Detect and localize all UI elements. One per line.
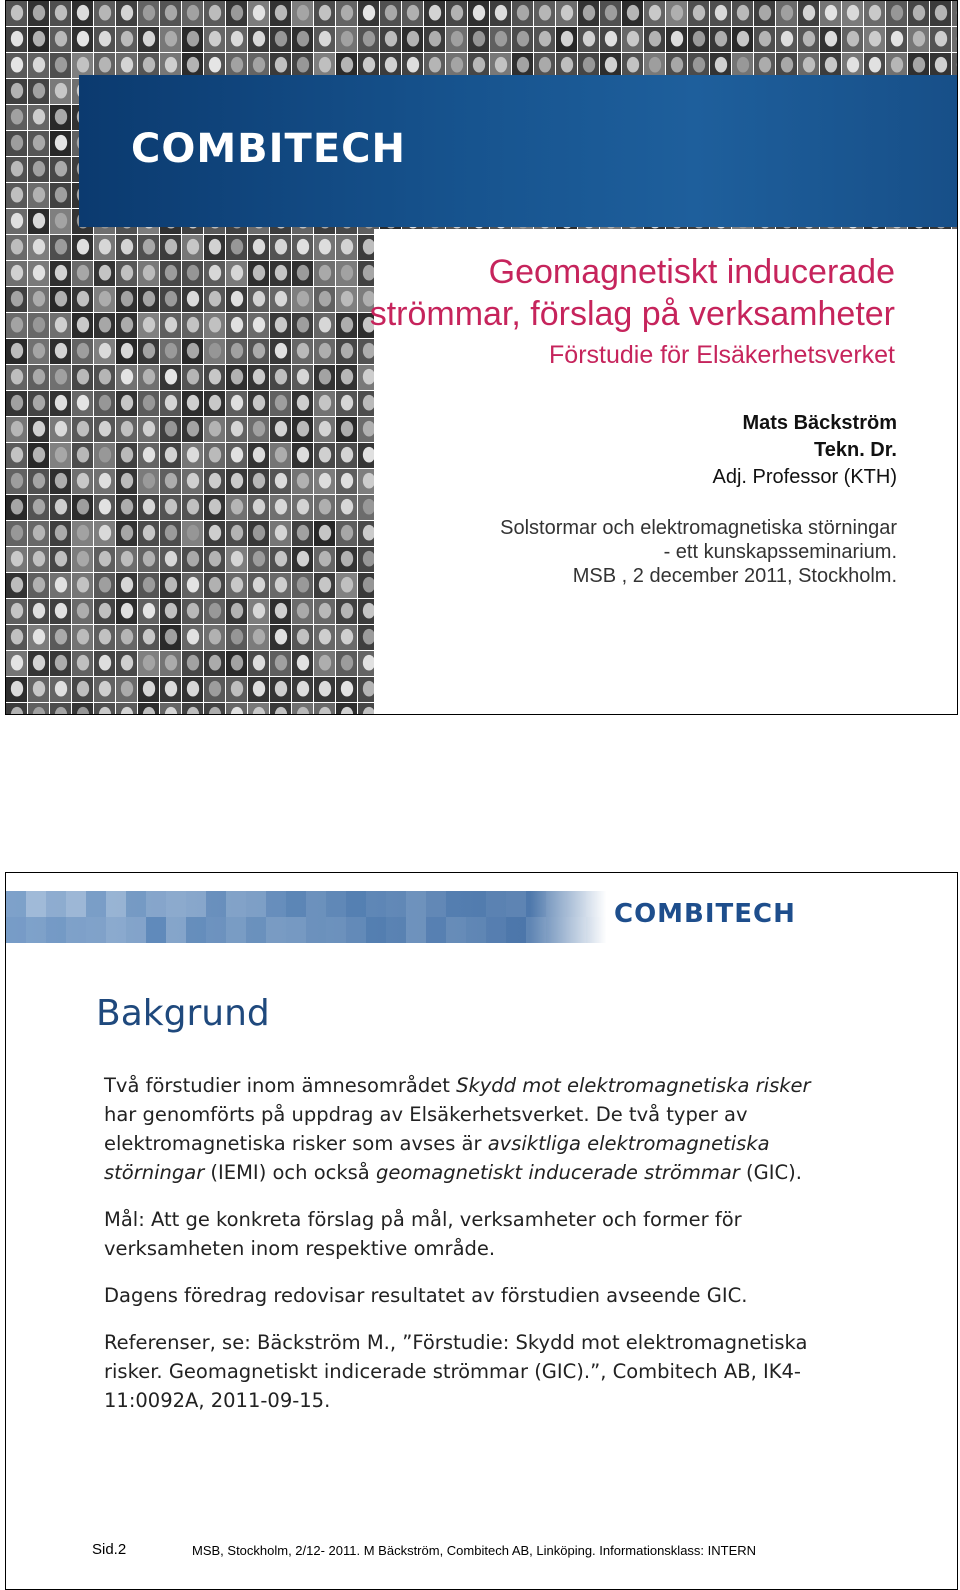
italic-run: Skydd mot elektromagnetiska risker [456, 1074, 811, 1097]
header-band-tiles [6, 891, 606, 943]
italic-run: avsiktliga elektromagnetiska störningar [104, 1132, 770, 1184]
paragraph-3: Dagens föredrag redovisar resultatet av förstudien avseende GIC. [104, 1284, 748, 1307]
paragraph-2: Mål: Att ge konkreta förslag på mål, verksamheter och former för verksamheten inom respektive område. [104, 1208, 742, 1260]
paragraph-1 [104, 1071, 824, 1187]
paragraph-4: Referenser, se: Bäckström M., ”Förstudie: Skydd mot elektromagnetiska risker. Geomagnetiskt indicerade strömmar (GIC).”, Combitech AB, IK4-11:0092A, 2011-09-15. [104, 1331, 808, 1412]
header-band [6, 891, 958, 943]
author-degree: Tekn. Dr. [814, 439, 897, 461]
combitech-logo: COMBITECH [131, 126, 406, 172]
footer-text: MSB, Stockholm, 2/12- 2011. M Bäckström, Combitech AB, Linköping. Informationsklass: INTERN [192, 1543, 757, 1558]
title-line-1: Geomagnetiskt inducerade [488, 253, 895, 291]
event-line-3: MSB , 2 december 2011, Stockholm. [572, 565, 897, 587]
text-run: (GIC). [739, 1161, 802, 1184]
event-block [397, 516, 897, 588]
text-run: (IEMI) och också [204, 1161, 376, 1184]
slide-subtitle: Förstudie för Elsäkerhetsverket [549, 341, 895, 369]
combitech-logo-small: COMBITECH [614, 899, 796, 929]
italic-run: geomagnetiskt inducerade strömmar [375, 1161, 740, 1184]
author-name: Mats Bäckström [742, 412, 897, 434]
background-slide [5, 872, 958, 1590]
title-line-2: strömmar, förslag på verksamheter [369, 295, 895, 333]
text-run: Två förstudier inom ämnesområdet [104, 1074, 457, 1097]
event-line-1: Solstormar och elektromagnetiska störningar [500, 517, 897, 539]
slide-title [335, 251, 895, 335]
text-run: har genomförts på uppdrag av Elsäkerhetsverket. De två typer av elektromagnetiska risker som avses är [104, 1103, 748, 1155]
slide-footer [6, 1541, 958, 1590]
slide-body [104, 1071, 824, 1433]
page-number: Sid.2 [92, 1541, 127, 1558]
event-line-2: - ett kunskapsseminarium. [663, 541, 897, 563]
title-slide [5, 0, 958, 715]
slide-heading: Bakgrund [96, 993, 270, 1034]
author-block [497, 410, 897, 491]
author-role: Adj. Professor (KTH) [712, 466, 897, 488]
